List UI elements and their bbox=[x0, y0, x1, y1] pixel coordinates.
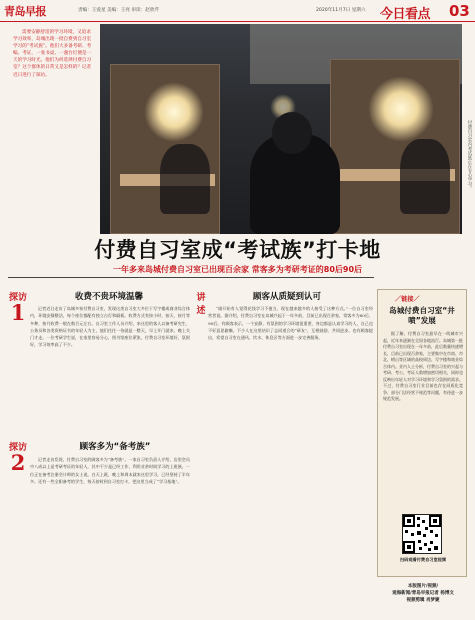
tag-explore-2: 探访 2 bbox=[8, 443, 27, 475]
section3-heading: 顾客从质疑到认可 bbox=[252, 292, 321, 302]
tag-explore-1: 探访 1 bbox=[8, 293, 27, 325]
sidebar-title: 岛城付费自习室“井喷”发展 bbox=[389, 306, 455, 325]
section-title: 今日看点 bbox=[380, 7, 431, 22]
editor-credits: 责编：王爱星 美编：王亮 审读：赵欣芹 bbox=[78, 8, 160, 13]
section3-body: “刚开始有人觉得花钱学习不值当，现在越来越多的人接受了这种方式。”一位自习室经营者说。据介绍，付费自习室在岛城兴起于一年多前，目前已出现百余家，常客多为80后、90后。有顾客表示，一个安静、有氛围的学习环境很重要，身边都是认真学习的人，自己也不好意思偷懒。不少人在这里结识了志同道合的“研友”，互相鼓励、共同进步。也有顾客提出，希望自习室在通风、饮水、休息区等方面进一步完善服务。 bbox=[208, 306, 373, 341]
subheadline: 一年多来岛城付费自习室已出现百余家 常客多为考研考证的80后90后 bbox=[112, 265, 363, 274]
intro-text: 需要安静舒适的学习环境，又追求学习效率，岛城出现一批自费到自习室学习的“考试族”。他们大多备考研、考编、考证，一张书桌、一盏台灯便是一天的学习时光。他们为何选择付费自习室？这个群体的日常又是怎样的？记者近日进行了探访。 bbox=[13, 30, 92, 78]
section2-body: 记者走访发现，付费自习室的顾客多为“备考族”。一家自习室负责人介绍，店里会员中八成以上是考研考证的年轻人，其中不少是已经工作、利用业余时间学习的上班族。一位正在备考注册会计师的女士说，白天上班，晚上和周末就来这里学习，已经坚持了半年多。还有一些全职备考的学生，每天按时到自习室打卡，把这里当成了“学习基地”。 bbox=[30, 457, 190, 484]
sidebar-body: 据了解，付费自习室最早在一线城市兴起，近年来逐渐在全国各地流行。岛城第一批付费自习室出现在一年多前，此后数量快速增长，目前已出现百余家，主要集中在市南、市北、崂山等区域的高校周边、写字楼和商业综合体内。业内人士分析，付费自习室的兴起与考研、考公、考证人数增加密切相关，同时也反映出年轻人对学习环境和学习氛围的需求。不过，付费自习室行业目前也存在同质化竞争、部分门店经营不规范等问题，有待进一步规范发展。 bbox=[383, 331, 463, 401]
qr-code-icon bbox=[403, 515, 441, 553]
page-number: 03 bbox=[449, 2, 470, 20]
qr-code[interactable] bbox=[402, 514, 442, 554]
qr-caption: 扫码观看付费自习室视频 bbox=[399, 557, 447, 562]
section1-body: 记者近日走访了岛城多家付费自习室，发现这类自习室大多位于写字楼或商业综合体内，环境安静整洁，每个座位都配有独立台灯和隔板。收费方式有按小时、按天、按月等多种，按月收费一般在数百元左右。自习室工作人员介绍，来这里的客人以备考研究生、公务员和各类资格证书的年轻人为主，他们往往一待就是一整天，早上开门就来，晚上关门才走。一位考研学生说，在家里容易分心，图书馆座位紧张，付费自习室环境好、氛围好，学习效率高了不少。 bbox=[30, 306, 190, 348]
photo-caption: 付费自习室内考试族正在专心学习。 bbox=[467, 120, 472, 191]
photo-credits: 本版图片/视频/ 观海新闻/青岛早报记者 杨博文 视频剪辑 肖梦婕 bbox=[392, 584, 454, 603]
divider bbox=[8, 277, 374, 278]
sidebar-tag: ／链接／ bbox=[395, 296, 420, 303]
section2-heading: 顾客多为“备考族” bbox=[79, 442, 151, 452]
study-room-photo bbox=[100, 24, 462, 234]
tag-narrate: 讲述 bbox=[196, 293, 206, 316]
headline: 付费自习室成“考试族”打卡地 bbox=[94, 238, 381, 262]
masthead bbox=[0, 0, 475, 22]
publish-date: 2020年11月7日 星期六 bbox=[316, 8, 366, 13]
newspaper-logo: 青岛早报 bbox=[4, 5, 46, 18]
section1-heading: 收费不贵环境温馨 bbox=[74, 292, 143, 302]
